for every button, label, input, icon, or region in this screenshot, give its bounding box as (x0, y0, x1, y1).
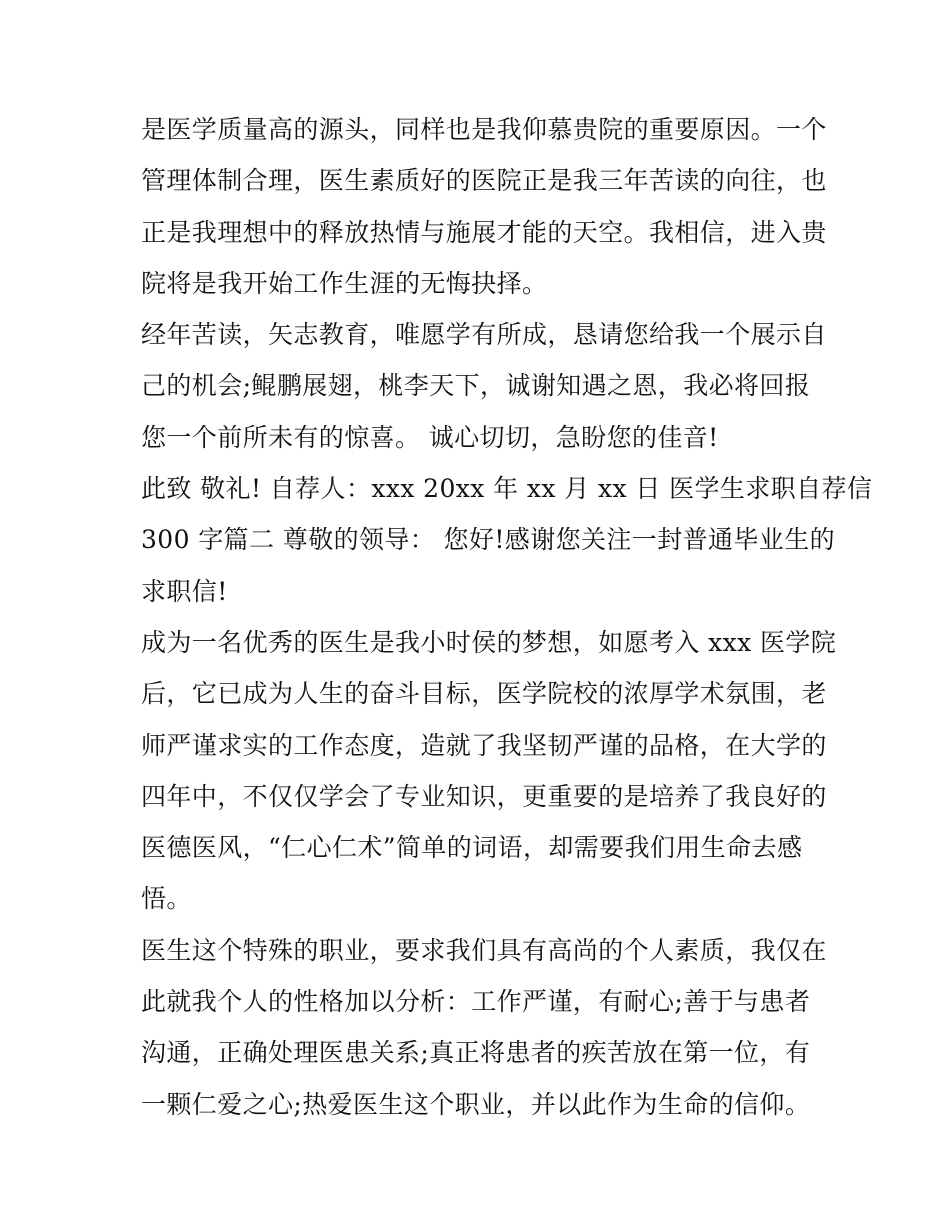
text-line: 300 字篇二 尊敬的领导： 您好!感谢您关注一封普通毕业生的 (141, 525, 836, 555)
text-line: 后，它已成为人生的奋斗目标，医学院校的浓厚学术氛围，老 (141, 679, 827, 709)
text-line: 管理体制合理，医生素质好的医院正是我三年苦读的向往，也 (141, 166, 827, 196)
text-line: 医生这个特殊的职业，要求我们具有高尚的个人素质，我仅在 (141, 935, 827, 965)
text-line: 经年苦读，矢志教育，唯愿学有所成，恳请您给我一个展示自 (141, 320, 827, 350)
text-line: 医德医风，“仁心仁术”简单的词语，却需要我们用生命去感 (141, 833, 803, 863)
text-line: 院将是我开始工作生涯的无悔抉择。 (141, 268, 548, 298)
text-line: 四年中，不仅仅学会了专业知识，更重要的是培养了我良好的 (141, 781, 827, 811)
text-line: 悟。 (141, 884, 192, 914)
text-line: 师严谨求实的工作态度，造就了我坚韧严谨的品格，在大学的 (141, 730, 827, 760)
text-line: 成为一名优秀的医生是我小时侯的梦想，如愿考入 xxx 医学院 (141, 627, 837, 657)
text-line: 沟通，正确处理医患关系;真正将患者的疾苦放在第一位，有 (141, 1038, 811, 1068)
text-line: 此致 敬礼! 自荐人：xxx 20xx 年 xx 月 xx 日 医学生求职自荐信 (141, 474, 873, 504)
text-line: 一颗仁爱之心;热爱医生这个职业，并以此作为生命的信仰。 (141, 1089, 811, 1119)
text-line: 求职信! (141, 576, 228, 606)
letter-body (141, 104, 873, 1130)
text-line: 此就我个人的性格加以分析：工作严谨，有耐心;善于与患者 (141, 987, 811, 1017)
text-line: 己的机会;鲲鹏展翅，桃李天下，诚谢知遇之恩，我必将回报 (141, 371, 811, 401)
text-line: 正是我理想中的释放热情与施展才能的天空。我相信，进入贵 (141, 217, 827, 247)
text-line: 是医学质量高的源头，同样也是我仰慕贵院的重要原因。一个 (141, 115, 827, 144)
text-line: 您一个前所未有的惊喜。 诚心切切，急盼您的佳音! (141, 422, 719, 452)
